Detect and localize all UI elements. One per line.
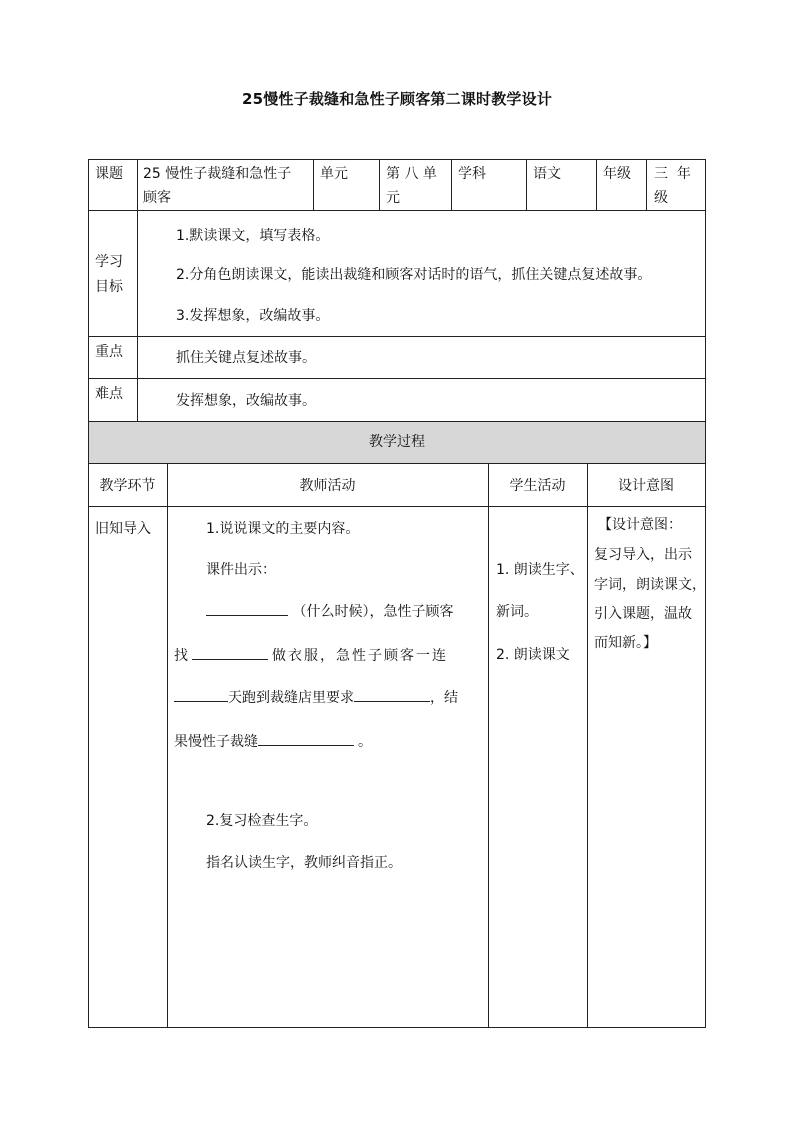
row-divider-difficulty: [88, 421, 706, 422]
unit-value-line1: 第 八 单: [386, 166, 437, 182]
objectives-label-line2: 目标: [95, 279, 123, 295]
row-divider-process-heading: [88, 463, 706, 464]
row-divider-objectives: [88, 336, 706, 337]
fill-line-a: [206, 599, 453, 624]
grade-label: 年级: [603, 166, 631, 182]
process-heading: 教学过程: [369, 434, 425, 450]
key-point-text: 抓住关键点复述故事。: [176, 350, 316, 366]
fill-text: 果慢性子裁缝: [174, 734, 258, 750]
intent-line: 引入课题，温故: [594, 606, 692, 622]
header-col-divider: [313, 159, 314, 211]
process-col-divider: [488, 463, 489, 1028]
fill-text: 。: [358, 734, 372, 750]
fill-blank: [192, 643, 268, 660]
fill-text: 找: [174, 648, 188, 664]
row-divider-columns: [88, 506, 706, 507]
stage-cell: 旧知导入: [95, 521, 151, 537]
teacher-item-2-detail: 指名认读生字，教师纠音指正。: [206, 855, 402, 871]
page-title: 25慢性子裁缝和急性子顾客第二课时教学设计: [241, 90, 553, 108]
col-teacher-heading: 教师活动: [299, 478, 356, 494]
lesson-title-line1: 25 慢性子裁缝和急性子: [143, 166, 292, 182]
lesson-title-line2: 顾客: [143, 190, 171, 206]
process-col-divider: [167, 463, 168, 1028]
header-col-divider: [526, 159, 527, 211]
student-line: 1. 朗读生字、: [496, 562, 584, 578]
grade-value-line1: 三 年: [654, 166, 691, 182]
objective-item: 1.默读课文，填写表格。: [176, 228, 330, 244]
header-col-divider: [137, 159, 138, 211]
col-stage-heading: 教学环节: [99, 478, 156, 494]
fill-text: 做衣服，急性子顾客一连: [272, 648, 448, 664]
col-intent-heading: 设计意图: [618, 478, 674, 494]
teacher-item-2: 2.复习检查生字。: [206, 813, 318, 829]
difficulty-text: 发挥想象，改编故事。: [176, 393, 316, 409]
label-col-divider: [137, 210, 138, 421]
key-point-label: 重点: [95, 344, 123, 360]
header-col-divider: [379, 159, 380, 211]
fill-text: （什么时候），急性子顾客: [292, 604, 454, 620]
row-divider-keypoint: [88, 378, 706, 379]
table-border-bottom: [88, 1027, 706, 1028]
student-line: 新词。: [496, 604, 538, 620]
col-student-heading: 学生活动: [509, 478, 566, 494]
fill-line-d: [174, 729, 372, 754]
table-border-left: [88, 159, 89, 1028]
fill-blank: [258, 729, 354, 746]
intent-line: 字词，朗读课文，: [594, 577, 706, 593]
fill-blank: [174, 685, 228, 702]
unit-value-line2: 元: [386, 190, 400, 206]
fill-blank: [206, 599, 288, 616]
courseware-label: 课件出示：: [206, 562, 276, 578]
intent-line: 复习导入，出示: [594, 547, 692, 563]
fill-text: ，结: [430, 690, 458, 706]
header-col-divider: [596, 159, 597, 211]
fill-line-c: [174, 685, 458, 710]
subject-label: 学科: [458, 166, 486, 182]
header-col-divider: [451, 159, 452, 211]
subject-value: 语文: [533, 166, 561, 182]
teacher-item-1: 1.说说课文的主要内容。: [206, 521, 360, 537]
fill-line-b: [174, 643, 448, 668]
difficulty-label: 难点: [95, 386, 123, 402]
intent-line: 而知新。】: [594, 635, 657, 651]
header-col-divider: [646, 159, 647, 211]
student-line: 2. 朗读课文: [496, 647, 570, 663]
table-border-top: [88, 159, 706, 160]
objective-item: 3.发挥想象，改编故事。: [176, 308, 330, 324]
grade-value-line2: 级: [654, 190, 668, 206]
objective-item: 2.分角色朗读课文，能读出裁缝和顾客对话时的语气，抓住关键点复述故事。: [176, 267, 652, 283]
unit-label: 单元: [320, 166, 348, 182]
process-col-divider: [587, 463, 588, 1028]
intent-line: 【设计意图：: [598, 517, 682, 533]
fill-text: 天跑到裁缝店里要求: [228, 690, 354, 706]
fill-blank: [354, 685, 430, 702]
objectives-label-line1: 学习: [95, 254, 123, 270]
lesson-label: 课题: [95, 166, 123, 182]
row-divider-header: [88, 210, 706, 211]
